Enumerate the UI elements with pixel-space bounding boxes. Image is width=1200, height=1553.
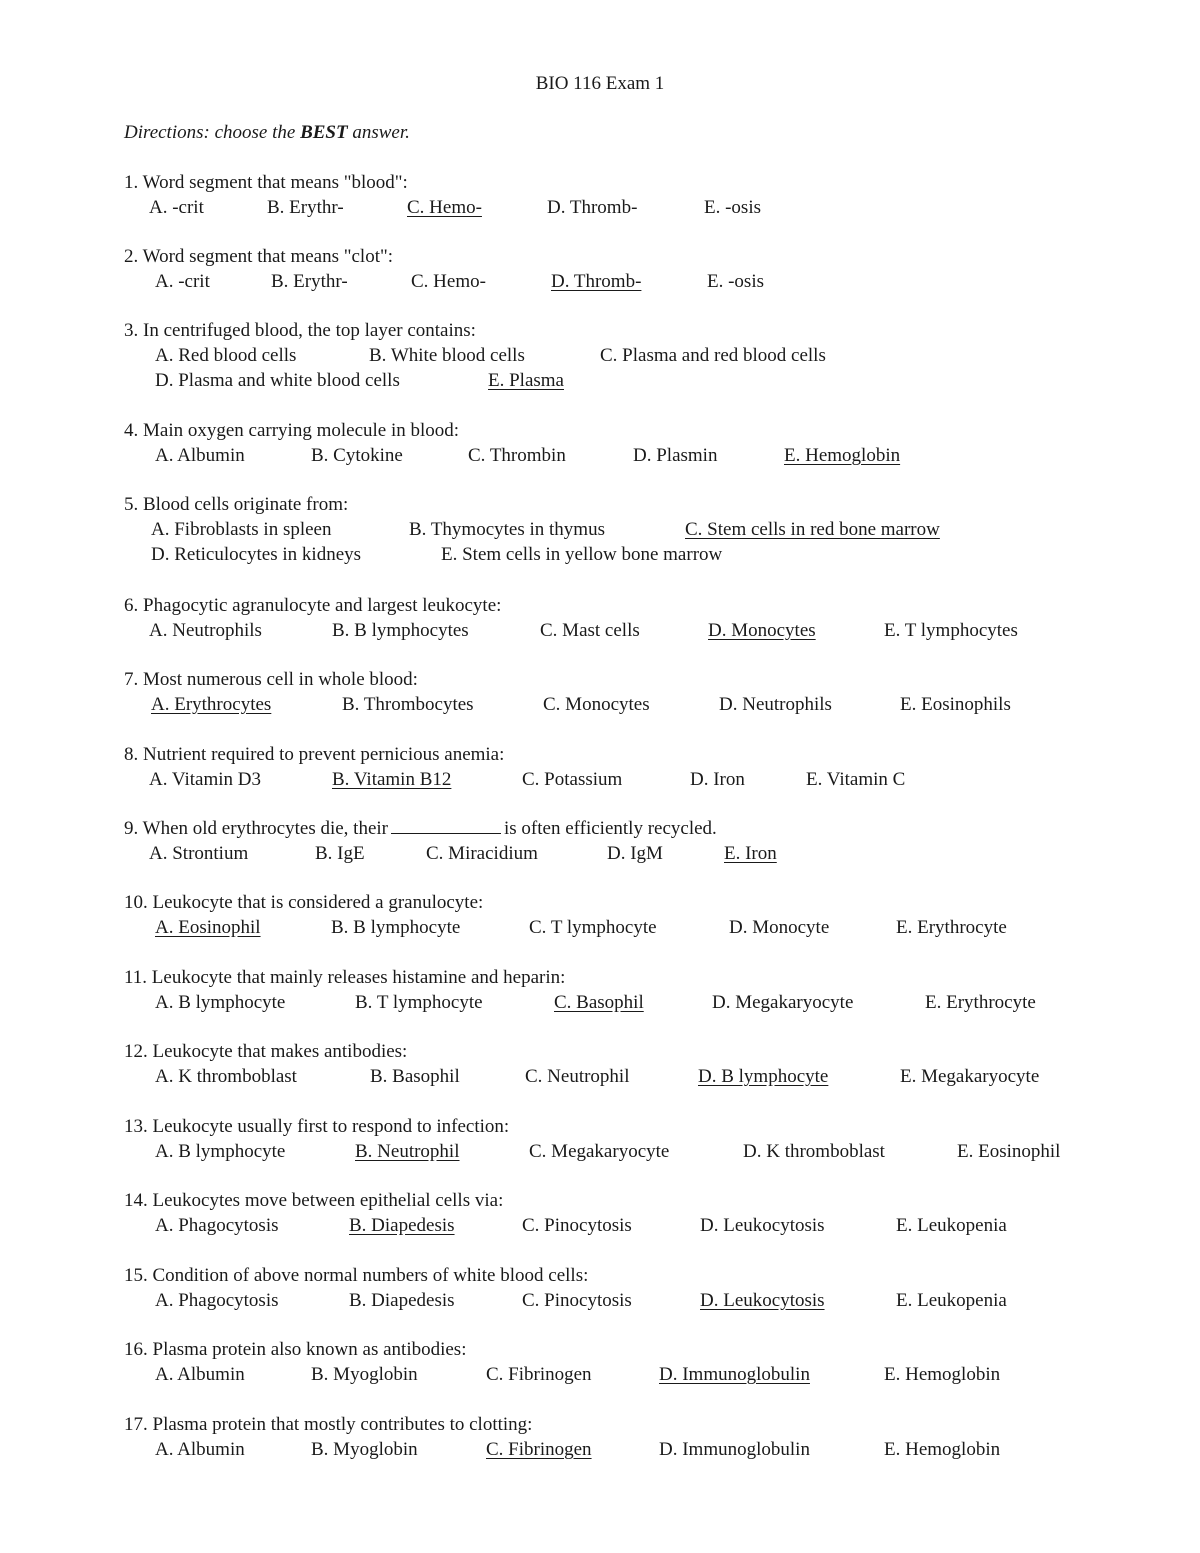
directions-prefix: Directions: choose the — [124, 122, 301, 143]
question-prompt: 16. Plasma protein also known as antibodies: — [124, 1339, 467, 1360]
answer-option: E. Erythrocyte — [925, 992, 1036, 1013]
answer-option-correct: D. Monocytes — [708, 620, 816, 641]
question-prompt: 8. Nutrient required to prevent pernicious anemia: — [124, 744, 505, 765]
answer-option: E. Hemoglobin — [884, 1364, 1001, 1385]
answer-option: C. Pinocytosis — [522, 1290, 632, 1311]
answer-option: C. Potassium — [522, 769, 623, 790]
question-prompt: 14. Leukocytes move between epithelial cells via: — [124, 1190, 504, 1211]
answer-option: A. -crit — [149, 197, 204, 218]
answer-option: A. Phagocytosis — [155, 1215, 279, 1236]
answer-option: A. Albumin — [155, 1439, 245, 1460]
answer-option: B. B lymphocytes — [332, 620, 469, 641]
answer-option: D. Neutrophils — [719, 694, 832, 715]
answer-option-correct: D. Leukocytosis — [700, 1290, 825, 1311]
answer-option-correct: E. Hemoglobin — [784, 445, 901, 466]
answer-option: E. Stem cells in yellow bone marrow — [441, 544, 723, 565]
question-prompt: 13. Leukocyte usually first to respond to infection: — [124, 1116, 510, 1137]
question-prompt: 6. Phagocytic agranulocyte and largest leukocyte: — [124, 595, 502, 616]
answer-option: B. Erythr- — [267, 197, 344, 218]
prompt-after-blank: is often efficiently recycled. — [504, 818, 717, 839]
answer-option: D. Reticulocytes in kidneys — [151, 544, 362, 565]
answer-option: E. Vitamin C — [806, 769, 906, 790]
question-prompt: 4. Main oxygen carrying molecule in blood: — [124, 420, 460, 441]
answer-option: D. Thromb- — [547, 197, 638, 218]
answer-option: A. Strontium — [149, 843, 249, 864]
answer-option: A. K thromboblast — [155, 1066, 297, 1087]
answer-option: C. Megakaryocyte — [529, 1141, 670, 1162]
answer-option: B. Basophil — [370, 1066, 460, 1087]
question-prompt: 17. Plasma protein that mostly contributes to clotting: — [124, 1414, 533, 1435]
answer-option: B. IgE — [315, 843, 365, 864]
question-prompt — [124, 817, 717, 841]
answer-option: C. Fibrinogen — [486, 1364, 592, 1385]
answer-option-correct: A. Erythrocytes — [151, 694, 272, 715]
question-prompt: 12. Leukocyte that makes antibodies: — [124, 1041, 408, 1062]
answer-option-correct: C. Basophil — [554, 992, 644, 1013]
question-prompt: 7. Most numerous cell in whole blood: — [124, 669, 418, 690]
answer-option: D. Leukocytosis — [700, 1215, 825, 1236]
answer-option: C. Neutrophil — [525, 1066, 630, 1087]
answer-option: C. T lymphocyte — [529, 917, 657, 938]
answer-option: D. Megakaryocyte — [712, 992, 854, 1013]
answer-option: C. Monocytes — [543, 694, 650, 715]
answer-option: D. Iron — [690, 769, 745, 790]
directions-suffix: answer. — [347, 122, 410, 143]
question-prompt: 5. Blood cells originate from: — [124, 494, 349, 515]
answer-option: A. Fibroblasts in spleen — [151, 519, 332, 540]
answer-option: B. Diapedesis — [349, 1290, 455, 1311]
answer-option: E. Eosinophil — [957, 1141, 1061, 1162]
answer-option-correct: D. Immunoglobulin — [659, 1364, 810, 1385]
answer-option: D. Monocyte — [729, 917, 830, 938]
answer-option: E. Leukopenia — [896, 1290, 1007, 1311]
answer-option: C. Miracidium — [426, 843, 538, 864]
answer-option: B. B lymphocyte — [331, 917, 461, 938]
answer-option: B. Erythr- — [271, 271, 348, 292]
answer-option: D. Plasma and white blood cells — [155, 370, 400, 391]
answer-option-correct: E. Iron — [724, 843, 777, 864]
directions-emphasis: BEST — [300, 122, 348, 143]
answer-option: A. Red blood cells — [155, 345, 297, 366]
exam-title: BIO 116 Exam 1 — [535, 73, 665, 94]
answer-option: A. Vitamin D3 — [149, 769, 261, 790]
answer-option: D. K thromboblast — [743, 1141, 885, 1162]
answer-option: E. -osis — [704, 197, 761, 218]
answer-option: A. Albumin — [155, 1364, 245, 1385]
answer-option: E. Leukopenia — [896, 1215, 1007, 1236]
question-prompt: 11. Leukocyte that mainly releases histamine and heparin: — [124, 967, 566, 988]
answer-option: E. Eosinophils — [900, 694, 1011, 715]
answer-option: E. Megakaryocyte — [900, 1066, 1040, 1087]
answer-option: E. Hemoglobin — [884, 1439, 1001, 1460]
answer-option-correct: B. Neutrophil — [355, 1141, 460, 1162]
answer-option: D. IgM — [607, 843, 663, 864]
answer-option: A. -crit — [155, 271, 210, 292]
answer-option: E. -osis — [707, 271, 764, 292]
answer-option-correct: B. Diapedesis — [349, 1215, 455, 1236]
answer-option: B. Thymocytes in thymus — [409, 519, 605, 540]
answer-option-correct: A. Eosinophil — [155, 917, 261, 938]
answer-option: B. White blood cells — [369, 345, 525, 366]
answer-option: C. Plasma and red blood cells — [600, 345, 826, 366]
answer-option: A. Albumin — [155, 445, 245, 466]
answer-option: D. Plasmin — [633, 445, 718, 466]
answer-option: A. Neutrophils — [149, 620, 262, 641]
answer-option: C. Hemo- — [411, 271, 486, 292]
answer-option: C. Thrombin — [468, 445, 566, 466]
answer-option-correct: C. Hemo- — [407, 197, 482, 218]
answer-option-correct: D. B lymphocyte — [698, 1066, 829, 1087]
directions — [124, 121, 410, 145]
answer-option-correct: E. Plasma — [488, 370, 564, 391]
fill-in-blank — [391, 817, 501, 834]
answer-option: B. Myoglobin — [311, 1364, 418, 1385]
answer-option: A. B lymphocyte — [155, 1141, 286, 1162]
question-prompt: 15. Condition of above normal numbers of white blood cells: — [124, 1265, 589, 1286]
answer-option: C. Pinocytosis — [522, 1215, 632, 1236]
prompt-before-blank: 9. When old erythrocytes die, their — [124, 818, 388, 839]
answer-option-correct: B. Vitamin B12 — [332, 769, 452, 790]
answer-option: D. Immunoglobulin — [659, 1439, 810, 1460]
answer-option: E. Erythrocyte — [896, 917, 1007, 938]
question-prompt: 1. Word segment that means "blood": — [124, 172, 408, 193]
answer-option-correct: C. Fibrinogen — [486, 1439, 592, 1460]
answer-option-correct: D. Thromb- — [551, 271, 642, 292]
question-prompt: 10. Leukocyte that is considered a granulocyte: — [124, 892, 484, 913]
answer-option: E. T lymphocytes — [884, 620, 1018, 641]
answer-option: A. Phagocytosis — [155, 1290, 279, 1311]
answer-option: B. Thrombocytes — [342, 694, 474, 715]
answer-option: B. Myoglobin — [311, 1439, 418, 1460]
answer-option: A. B lymphocyte — [155, 992, 286, 1013]
question-prompt: 2. Word segment that means "clot": — [124, 246, 394, 267]
answer-option-correct: C. Stem cells in red bone marrow — [685, 519, 940, 540]
question-prompt: 3. In centrifuged blood, the top layer contains: — [124, 320, 476, 341]
answer-option: B. T lymphocyte — [355, 992, 483, 1013]
answer-option: C. Mast cells — [540, 620, 640, 641]
answer-option: B. Cytokine — [311, 445, 403, 466]
